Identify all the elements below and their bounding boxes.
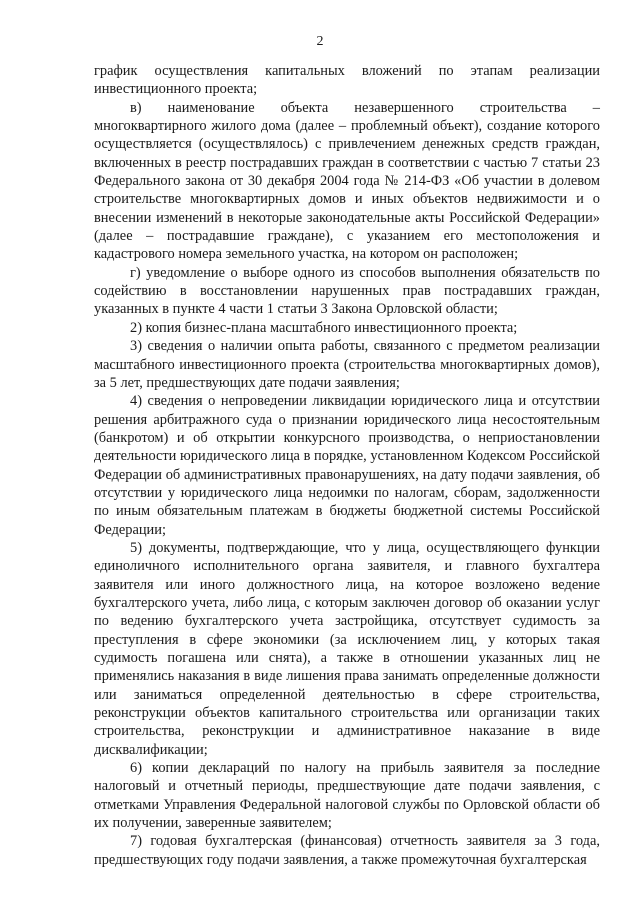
paragraph-investment-schedule: график осуществления капитальных вложений по этапам реализации инвестиционного проекта; [94,63,600,98]
paragraph-item-v-problem-object: в) наименование объекта незавершенного строительства – многоквартирного жилого дома (далее – проблемный объект), создание которого осуществляется (осуществлялось) с привлечением денежных средств граждан, включенных в реестр пострадавших граждан в соответствии с частью 7 статьи 23 Федерального закона от 30 декабря 2004 года № 214-ФЗ «Об участии в долевом строительстве многоквартирных домов и иных объектов недвижимости и о внесении изменений в некоторые законодательные акты Российской Федерации» (далее – пострадавшие граждане), с указанием его местоположения и кадастрового номера земельного участка, на котором он расположен; [94,99,600,263]
paragraph-item-5-criminal-record: 5) документы, подтверждающие, что у лица, осуществляющего функции единоличного исполнительного органа заявителя, и главного бухгалтера заявителя или иного должностного лица, на которое возложено ведение бухгалтерского учета, либо лица, с которым заключен договор об оказании услуг по ведению бухгалтерского учета застройщика, отсутствует судимость за преступления в сфере экономики (за исключением лиц, у которых такая судимость погашена или снята), а также в отношении указанных лиц не применялись наказания в виде лишения права занимать определенные должности или заниматься определенной деятельностью в сфере строительства, реконструкции объектов капитального строительства или организации таких строительства, реконструкции и административное наказание в виде дисквалификации; [94,539,600,758]
page-number: 2 [316,34,324,49]
paragraph-item-6-tax-declarations: 6) копии деклараций по налогу на прибыль заявителя за последние налоговый и отчетный периоды, предшествующие дате подачи заявления, с отметками Управления Федеральной налоговой службы по Орловской области об их получении, заверенные заявителем; [94,760,600,832]
paragraph-item-g-notification: г) уведомление о выборе одного из способов выполнения обязательств по содействию в восстановлении нарушенных прав пострадавших граждан, указанных в пункте 4 части 1 статьи 3 Закона Орловской области; [94,264,600,318]
document-body [94,62,600,869]
paragraph-item-4-liquidation: 4) сведения о непроведении ликвидации юридического лица и отсутствии решения арбитражного суда о признании юридического лица несостоятельным (банкротом) и об открытии конкурсного производства, о неприостановлении деятельности юридического лица в порядке, установленном Кодексом Российской Федерации об административных правонарушениях, на дату подачи заявления, об отсутствии у юридического лица недоимки по налогам, сборам, задолженности по иным обязательным платежам в бюджеты бюджетной системы Российской Федерации; [94,393,600,538]
paragraph-item-7-financial-statements: 7) годовая бухгалтерская (финансовая) отчетность заявителя за 3 года, предшествующих году подачи заявления, а также промежуточная бухгалтерская [94,833,600,868]
paragraph-item-2-business-plan: 2) копия бизнес-плана масштабного инвестиционного проекта; [130,319,518,336]
paragraph-item-3-experience: 3) сведения о наличии опыта работы, связанного с предметом реализации масштабного инвестиционного проекта (строительства многоквартирных домов), за 5 лет, предшествующих дате подачи заявления; [94,338,600,391]
